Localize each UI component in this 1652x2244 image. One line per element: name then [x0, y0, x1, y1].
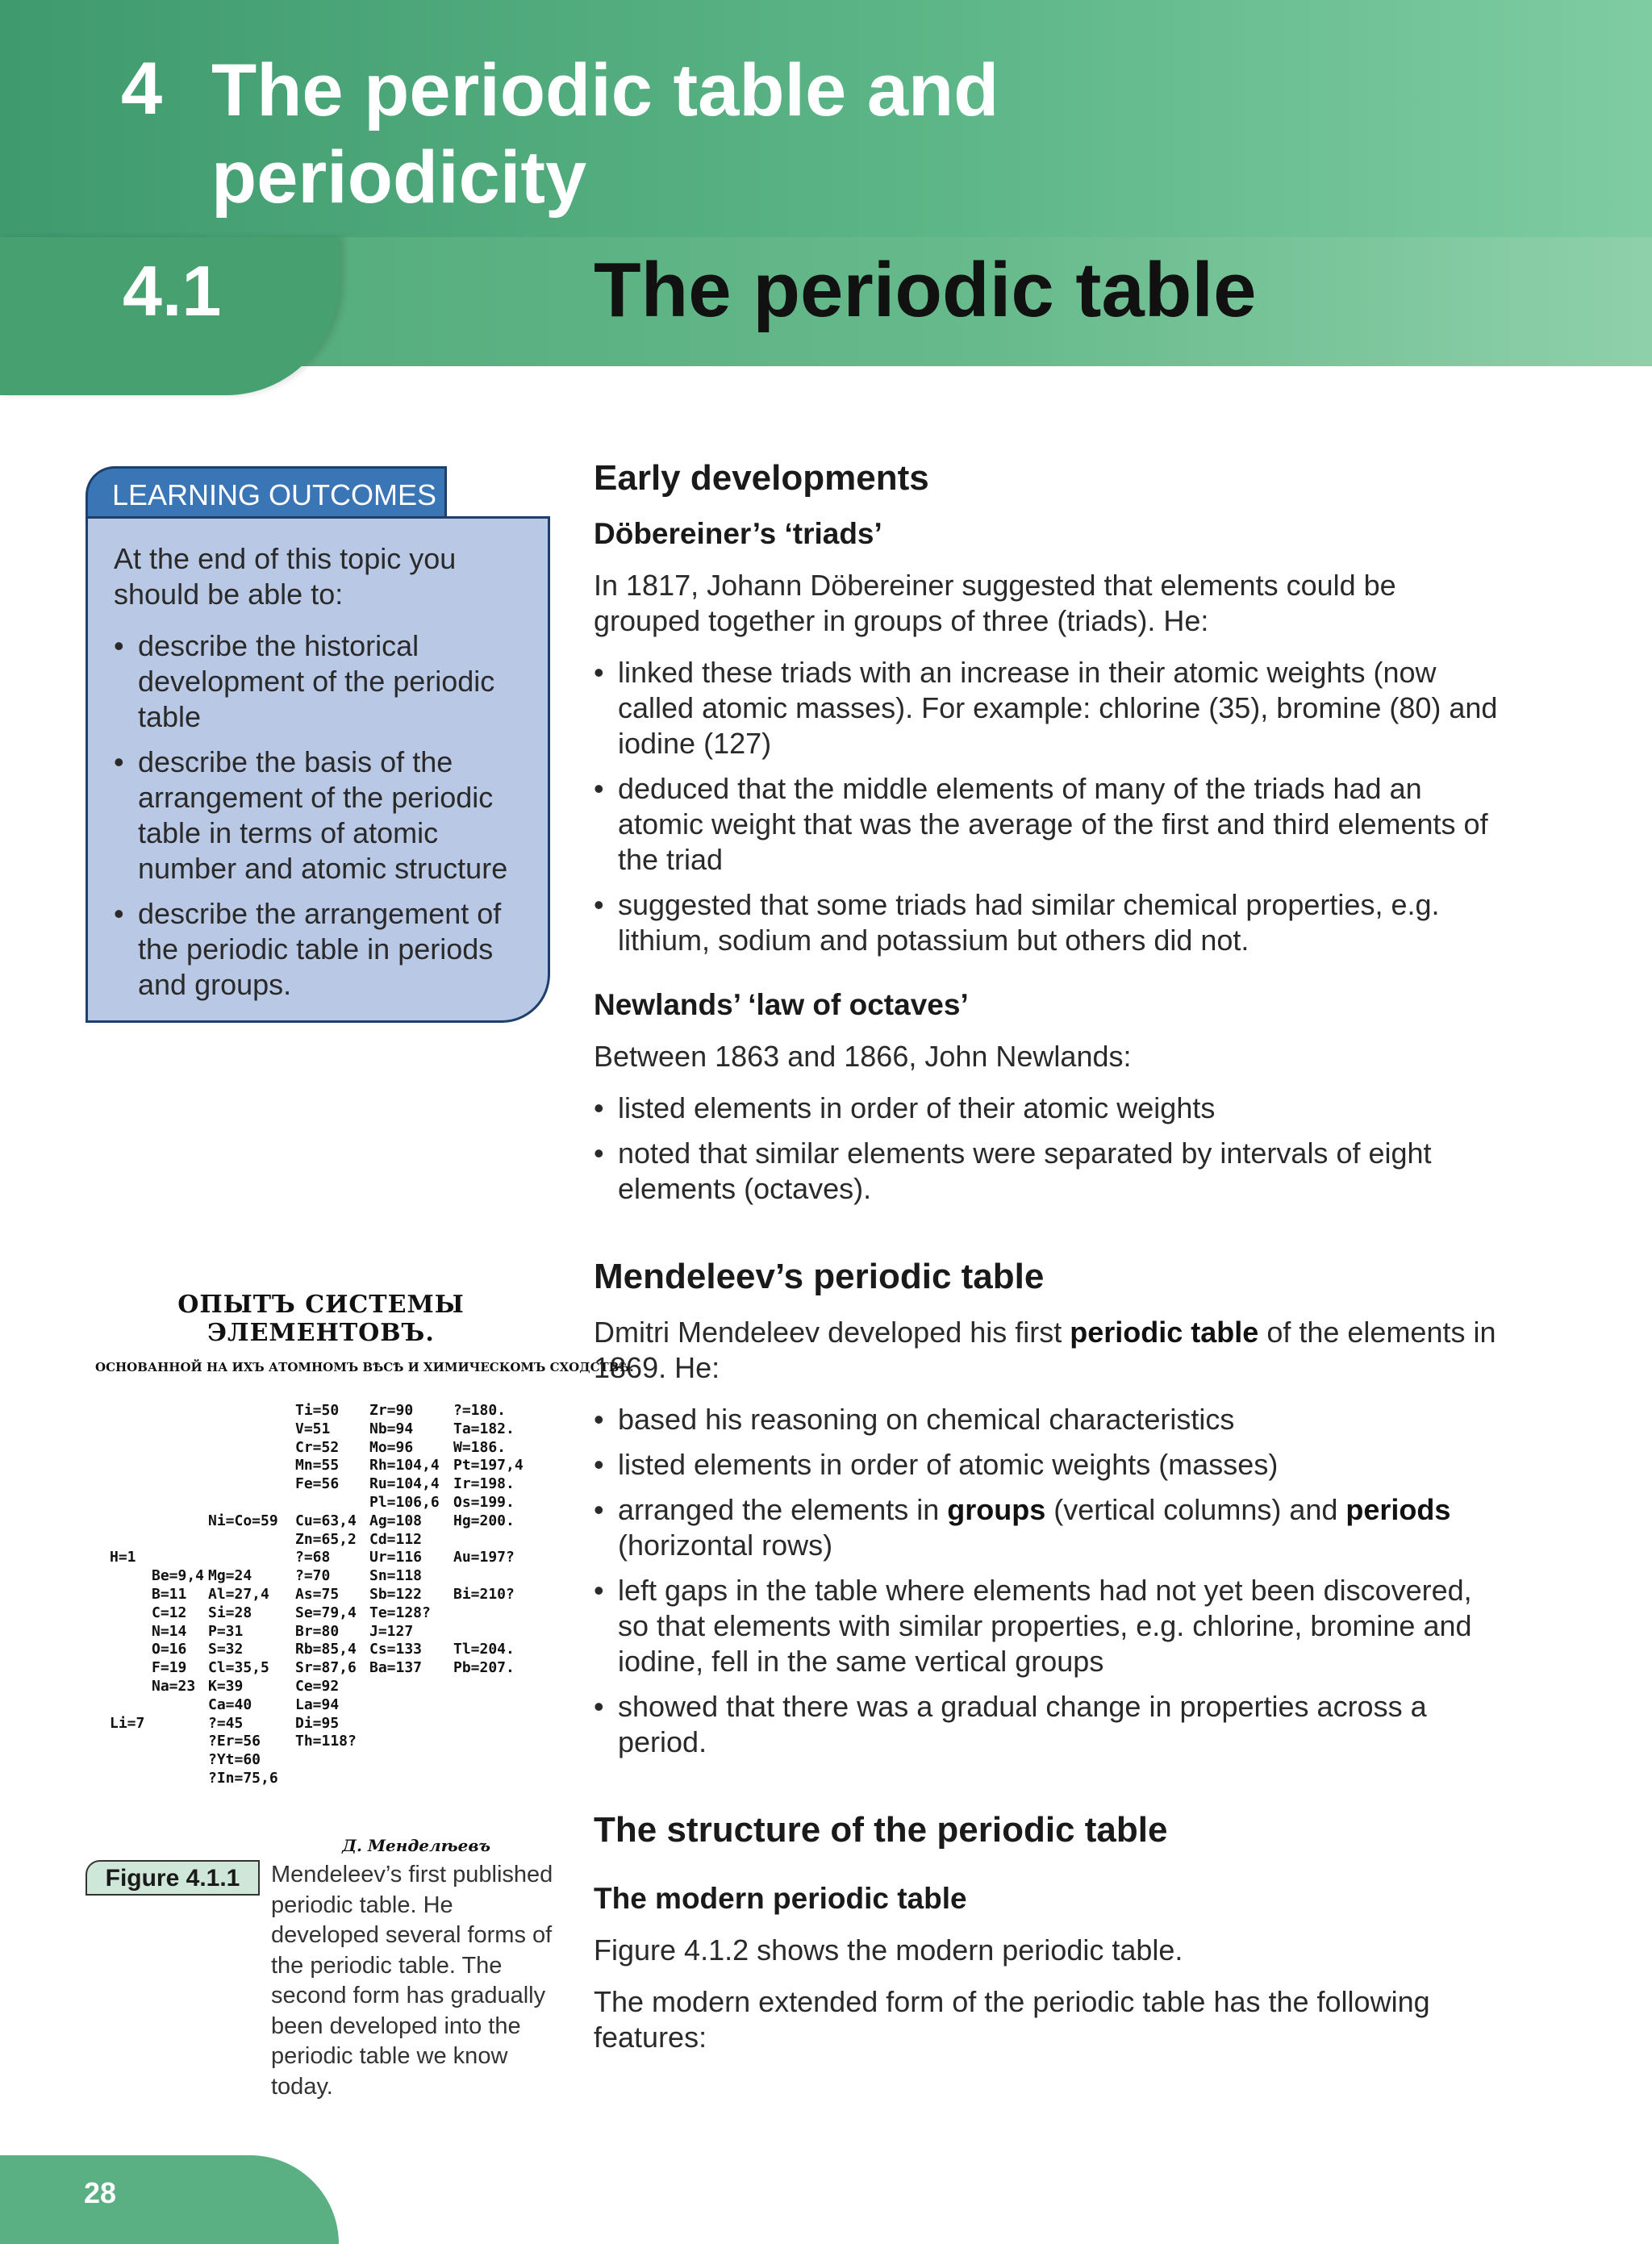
list-item: • showed that there was a gradual change in properties across a period. [594, 1689, 1505, 1760]
list-item: • suggested that some triads had similar chemical properties, e.g. lithium, sodium and potassium but others did not. [594, 887, 1505, 958]
figure-signature: Д. Менделѣевъ [342, 1836, 490, 1855]
term-periodic-table: periodic table [1070, 1316, 1259, 1349]
modern-table-heading: The modern periodic table [594, 1882, 967, 1915]
main-content [594, 457, 1505, 2071]
structure-heading: The structure of the periodic table [594, 1810, 1168, 1850]
figure-title: ОПЫТЪ СИСТЕМЫ ЭЛЕМЕНТОВЪ. [177, 1291, 465, 1347]
page-number: 28 [84, 2176, 117, 2209]
term-periods: periods [1345, 1493, 1451, 1526]
section-number: 4.1 [123, 251, 222, 331]
list-item: • left gaps in the table where elements had not yet been discovered, so that elements with similar properties, e.g. chlorine, bromine and iodine, fell in the same vertical groups [594, 1573, 1505, 1679]
learning-outcome-item: • describe the basis of the arrangement of the periodic table in terms of atomic number and atomic structure [114, 745, 524, 886]
list-item: • arranged the elements in groups (vertical columns) and periods (horizontal rows) [594, 1492, 1505, 1563]
figure-column-6: ?=180. Ta=182. W=186. Pt=197,4 Ir=198. Os=199. Hg=200. Au=197? Bi=210? Tl=204. Pb=207. [453, 1402, 524, 1677]
figure-column-4: Ti=50 V=51 Cr=52 Mn=55 Fe=56 Cu=63,4 Zn=65,2 ?=68 ?=70 As=75 Se=79,4 Br=80 Rb=85,4 Sr=87,6 Ce=92 La=94 Di=95 Th=118? [295, 1402, 357, 1750]
term-groups: groups [947, 1493, 1046, 1526]
learning-outcome-item: • describe the arrangement of the periodic table in periods and groups. [114, 896, 524, 1003]
figure-label: Figure 4.1.1 [86, 1860, 260, 1896]
list-item: • listed elements in order of atomic weights (masses) [594, 1447, 1505, 1483]
newlands-heading: Newlands’ ‘law of octaves’ [594, 988, 969, 1021]
list-item: • deduced that the middle elements of many of the triads had an atomic weight that was the average of the first and third elements of the triad [594, 771, 1505, 878]
mendeleev-heading: Mendeleev’s periodic table [594, 1257, 1045, 1296]
figure-subtitle: ОСНОВАННОЙ НА ИХЪ АТОМНОМЪ ВѢСѢ И ХИМИЧЕСКОМЪ СХОДСТВѢ. [95, 1360, 634, 1374]
early-developments-heading: Early developments [594, 458, 929, 498]
figure-column-2: Be=9,4 B=11 C=12 N=14 O=16 F=19 Na=23 [152, 1567, 205, 1695]
newlands-list [594, 1091, 1505, 1207]
figure-column-5: Zr=90 Nb=94 Mo=96 Rh=104,4 Ru=104,4 Pl=106,6 Ag=108 Cd=112 Ur=116 Sn=118 Sb=122 Te=128? J=127 Cs=133 Ba=137 [369, 1402, 440, 1677]
figure-column-1: H=1 Li=7 [110, 1549, 145, 1732]
dobereiner-list [594, 655, 1505, 958]
list-item: • noted that similar elements were separated by intervals of eight elements (octaves). [594, 1136, 1505, 1207]
dobereiner-heading: Döbereiner’s ‘triads’ [594, 517, 882, 550]
learning-outcomes-box [86, 516, 550, 1023]
mendeleev-list [594, 1402, 1505, 1760]
dobereiner-intro: In 1817, Johann Döbereiner suggested that elements could be grouped together in groups of three (triads). He: [594, 569, 1396, 637]
chapter-number: 4 [121, 48, 163, 130]
newlands-intro: Between 1863 and 1866, John Newlands: [594, 1040, 1132, 1073]
list-item: • listed elements in order of their atomic weights [594, 1091, 1505, 1126]
list-item: • based his reasoning on chemical characteristics [594, 1402, 1505, 1437]
figure-caption: Mendeleev’s first published periodic table. He developed several forms of the periodic table. The second form has gradually been developed into the periodic table we know today. [271, 1862, 553, 2100]
list-item: • linked these triads with an increase in their atomic weights (now called atomic masses). For example: chlorine (35), bromine (80) and iodine (127) [594, 655, 1505, 761]
learning-outcomes-tab: LEARNING OUTCOMES [86, 466, 447, 516]
learning-outcomes-intro: At the end of this topic you should be able to: [114, 542, 457, 611]
mendeleev-intro: Dmitri Mendeleev developed his first periodic table of the elements in 1869. He: [594, 1316, 1496, 1384]
page-footer-tab [0, 2155, 339, 2244]
section-title: The periodic table [594, 247, 1257, 333]
learning-outcomes-list [114, 628, 524, 1003]
learning-outcome-item: • describe the historical development of the periodic table [114, 628, 524, 735]
structure-paragraph-2: The modern extended form of the periodic table has the following features: [594, 1985, 1430, 2054]
figure-column-3: Ni=Co=59 Mg=24 Al=27,4 Si=28 P=31 S=32 Cl=35,5 K=39 Ca=40 ?=45 ?Er=56 ?Yt=60 ?In=75,6 [208, 1512, 278, 1787]
mendeleev-table-figure [95, 1291, 634, 1867]
chapter-title: The periodic table and periodicity [211, 49, 999, 219]
structure-paragraph-1: Figure 4.1.2 shows the modern periodic table. [594, 1933, 1183, 1967]
